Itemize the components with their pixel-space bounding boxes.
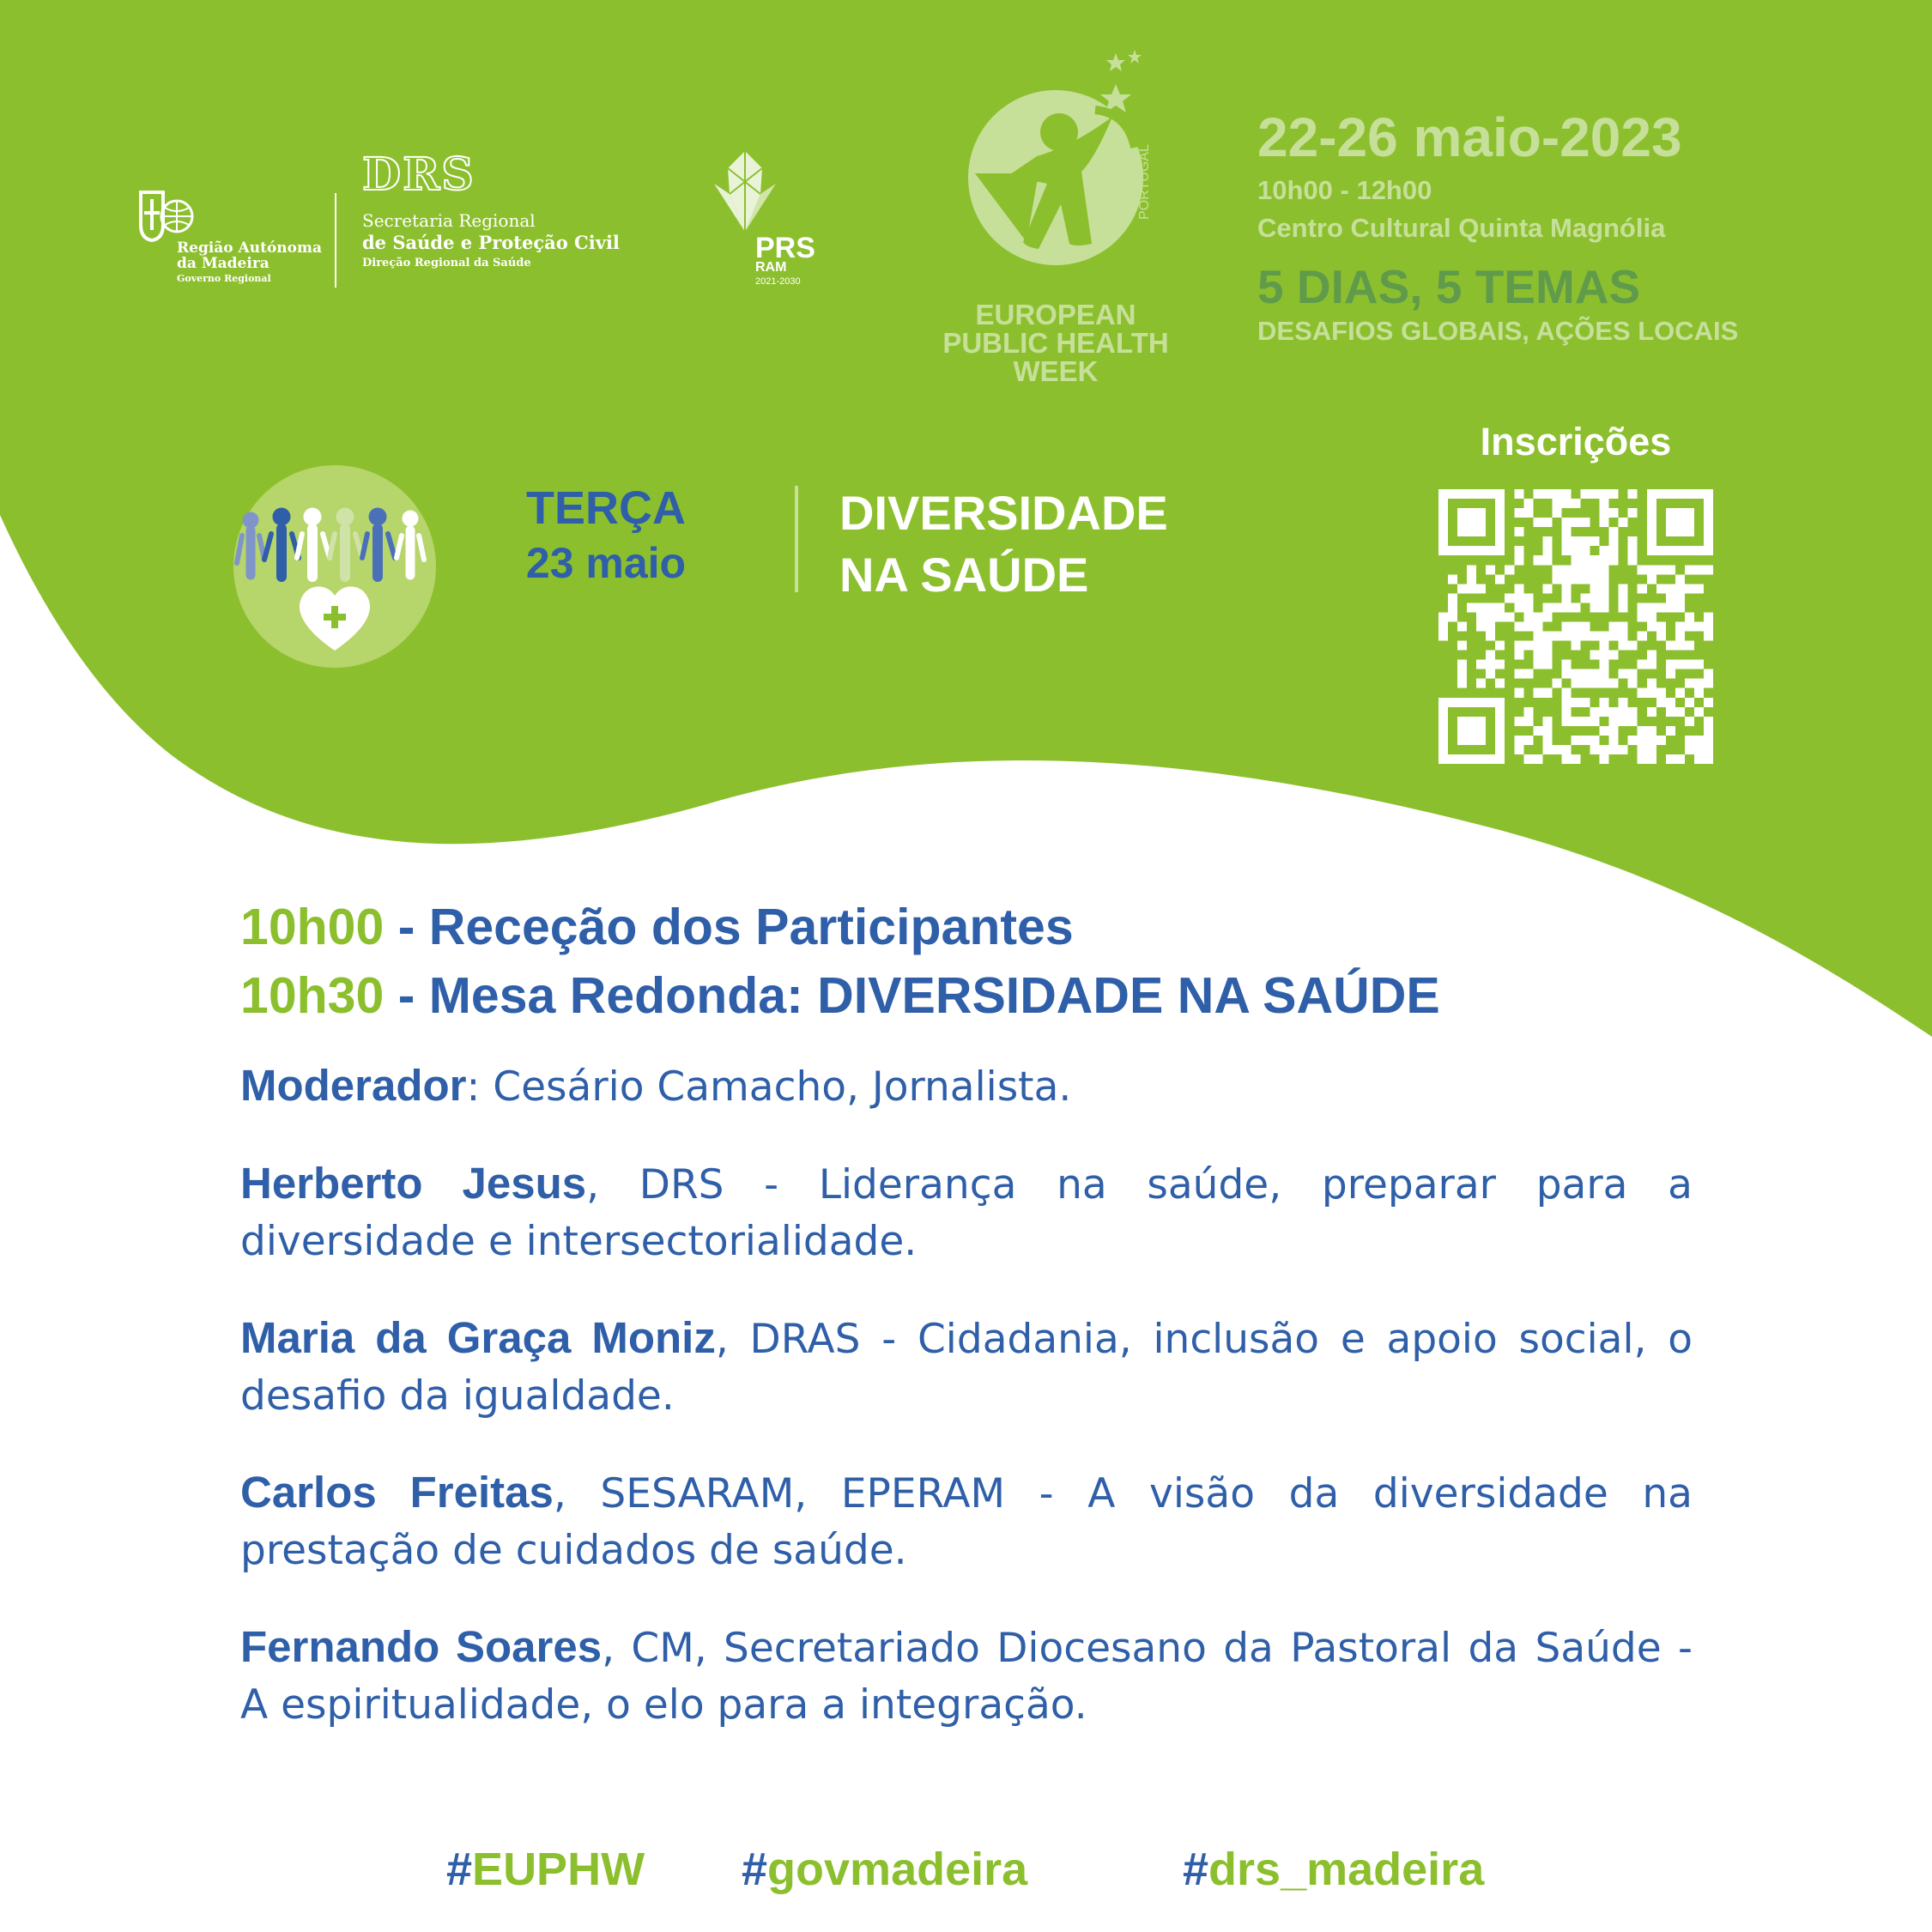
event-subtitle: DESAFIOS GLOBAIS, AÇÕES LOCAIS <box>1257 316 1739 346</box>
eph-line2: PUBLIC HEALTH <box>942 327 1169 359</box>
speaker-name: Fernando Soares <box>240 1622 603 1671</box>
schedule-item <box>240 893 1699 961</box>
event-dates: 22-26 maio-2023 <box>1257 106 1682 168</box>
people-heart-icon <box>233 465 436 668</box>
speaker-item <box>240 1310 1693 1425</box>
drs-line3: Direção Regional da Saúde <box>362 257 531 270</box>
schedule-title: - Receção dos Participantes <box>384 899 1074 955</box>
event-info <box>1257 103 1893 348</box>
hash-symbol: # <box>742 1844 768 1895</box>
person-star-icon <box>968 90 1143 265</box>
theme-line1: DIVERSIDADE <box>839 486 1168 540</box>
star-icon <box>1100 50 1142 112</box>
hashtag-word: govmadeira <box>767 1844 1028 1895</box>
crystal-leaf-icon <box>711 149 779 235</box>
schedule-title: - Mesa Redonda: DIVERSIDADE NA SAÚDE <box>384 967 1440 1024</box>
hash-symbol: # <box>446 1844 473 1895</box>
speakers-list <box>240 1057 1693 1773</box>
hashtag-govmadeira[interactable] <box>742 1835 1027 1904</box>
ram-name2: da Madeira <box>177 255 270 272</box>
prs-years: 2021-2030 <box>755 276 801 287</box>
prs-sub: RAM <box>755 260 787 275</box>
speaker-item <box>240 1057 1693 1116</box>
hashtag-drs-madeira[interactable] <box>1183 1835 1484 1904</box>
theme-line2: NA SAÚDE <box>839 548 1089 602</box>
eph-country: PORTUGAL <box>1137 144 1152 220</box>
logo-divider <box>335 193 336 288</box>
prs-title: PRS <box>755 232 815 264</box>
event-time: 10h00 - 12h00 <box>1257 175 1432 205</box>
speaker-desc: , SESARAM, EPERAM - A visão da diversidade na prestação de cuidados de saúde. <box>240 1470 1693 1574</box>
ram-name: Região Autónoma <box>177 239 323 257</box>
drs-acronym: DRS <box>362 148 475 201</box>
hashtag-word: EUPHW <box>472 1844 645 1895</box>
madeira-shield-icon <box>137 191 197 242</box>
schedule-item <box>240 961 1699 1030</box>
day-block <box>512 481 700 591</box>
eph-line1: EUROPEAN <box>975 299 1136 330</box>
day-theme <box>839 482 1269 606</box>
prs-logo <box>709 146 829 292</box>
eph-line3: WEEK <box>1013 355 1099 387</box>
ram-sub: Governo Regional <box>177 273 271 284</box>
hashtag-word: drs_madeira <box>1208 1844 1485 1895</box>
hash-symbol: # <box>1183 1844 1209 1895</box>
day-name: TERÇA <box>526 482 686 534</box>
drs-logo <box>362 148 645 280</box>
event-venue: Centro Cultural Quinta Magnólia <box>1257 213 1666 243</box>
speaker-desc: , DRAS - Cidadania, inclusão e apoio social, o desafio da igualdade. <box>240 1316 1693 1420</box>
day-date: 23 maio <box>525 539 687 587</box>
event-tagline: 5 DIAS, 5 TEMAS <box>1257 260 1641 313</box>
schedule-time: 10h00 <box>240 899 385 955</box>
speaker-item <box>240 1155 1693 1270</box>
speaker-name: Carlos Freitas <box>240 1468 554 1517</box>
speaker-name: Moderador <box>240 1061 467 1110</box>
schedule <box>240 893 1699 1030</box>
speaker-desc: : Cesário Camacho, Jornalista. <box>466 1063 1072 1111</box>
speaker-name: Maria da Graça Moniz <box>240 1313 716 1362</box>
speaker-desc: , CM, Secretariado Diocesano da Pastoral da Saúde - A espiritualidade, o elo para a integração. <box>240 1625 1693 1729</box>
eph-logo <box>944 45 1167 285</box>
day-divider <box>795 486 798 592</box>
drs-line1: Secretaria Regional <box>362 210 536 231</box>
speaker-item <box>240 1619 1693 1734</box>
schedule-time: 10h30 <box>240 967 385 1024</box>
speaker-desc: , DRS - Liderança na saúde, preparar para a diversidade e intersectorialidade. <box>240 1161 1693 1265</box>
speaker-name: Herberto Jesus <box>240 1159 587 1208</box>
ram-logo <box>137 191 343 294</box>
hashtags <box>0 1835 1932 1904</box>
drs-line2: de Saúde e Proteção Civil <box>362 232 620 253</box>
hashtag-euphw[interactable] <box>446 1835 645 1904</box>
qr-code-icon[interactable] <box>1438 489 1713 764</box>
registration-label: Inscrições <box>1480 420 1672 463</box>
speaker-item <box>240 1464 1693 1579</box>
eph-title <box>918 300 1193 385</box>
